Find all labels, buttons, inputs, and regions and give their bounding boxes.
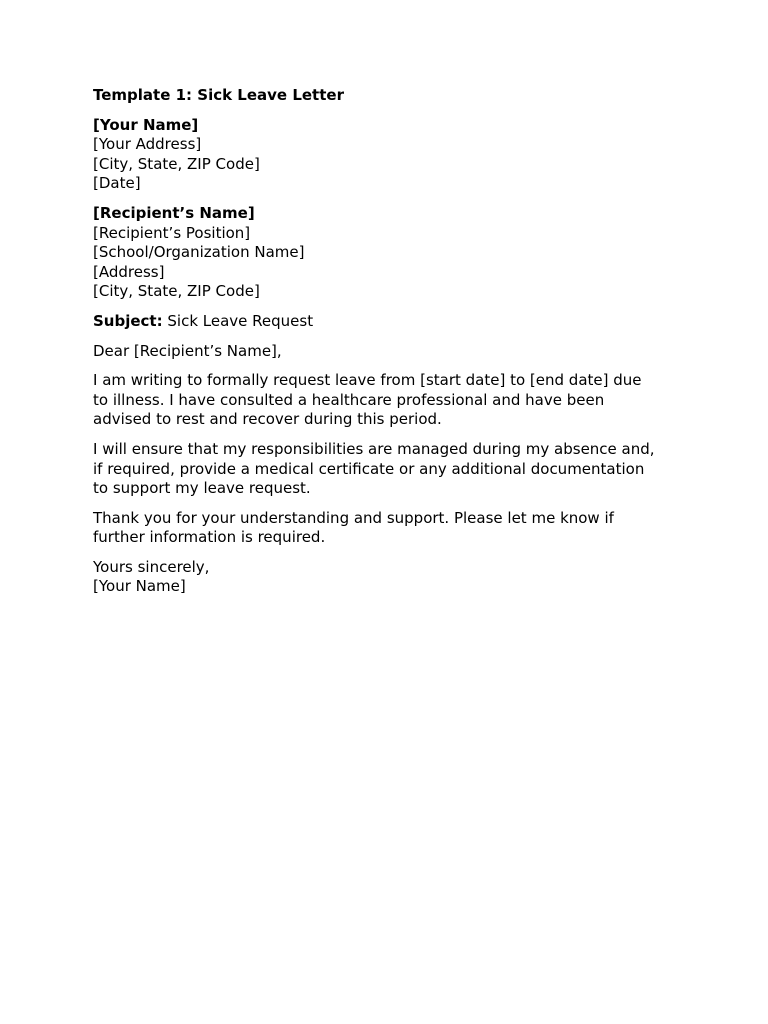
body-line: advised to rest and recover during this period. bbox=[93, 410, 442, 429]
sender-city-state-zip: [City, State, ZIP Code] bbox=[93, 154, 260, 173]
body-line: if required, provide a medical certificate or any additional documentation bbox=[93, 459, 645, 478]
subject-label: Subject: bbox=[93, 311, 163, 330]
recipient-organization: [School/Organization Name] bbox=[93, 243, 305, 262]
body-line: further information is required. bbox=[93, 528, 326, 547]
body-paragraph-3 bbox=[93, 509, 693, 548]
recipient-position: [Recipient’s Position] bbox=[93, 223, 251, 242]
recipient-city-state-zip: [City, State, ZIP Code] bbox=[93, 282, 260, 301]
sender-name: [Your Name] bbox=[93, 115, 199, 134]
body-paragraph-2 bbox=[93, 440, 693, 499]
signature-name: [Your Name] bbox=[93, 577, 186, 596]
body-line: to support my leave request. bbox=[93, 479, 311, 498]
sender-address: [Your Address] bbox=[93, 135, 202, 154]
subject-line bbox=[93, 312, 693, 332]
subject-text: Sick Leave Request bbox=[167, 311, 314, 330]
body-paragraph-1 bbox=[93, 371, 693, 430]
letter-date: [Date] bbox=[93, 174, 141, 193]
document-title: Template 1: Sick Leave Letter bbox=[93, 86, 344, 104]
recipient-name: [Recipient’s Name] bbox=[93, 203, 255, 222]
recipient-block bbox=[93, 204, 693, 302]
recipient-address: [Address] bbox=[93, 262, 165, 281]
closing: Yours sincerely, bbox=[93, 557, 210, 576]
body-line: I will ensure that my responsibilities are managed during my absence and, bbox=[93, 439, 655, 458]
body-line: to illness. I have consulted a healthcare professional and have been bbox=[93, 390, 605, 409]
closing-block bbox=[93, 558, 693, 597]
body-line: Thank you for your understanding and support. Please let me know if bbox=[93, 508, 614, 527]
salutation: Dear [Recipient’s Name], bbox=[93, 341, 282, 360]
letter-page bbox=[93, 86, 693, 607]
sender-block bbox=[93, 116, 693, 194]
body-line: I am writing to formally request leave from [start date] to [end date] due bbox=[93, 371, 642, 390]
